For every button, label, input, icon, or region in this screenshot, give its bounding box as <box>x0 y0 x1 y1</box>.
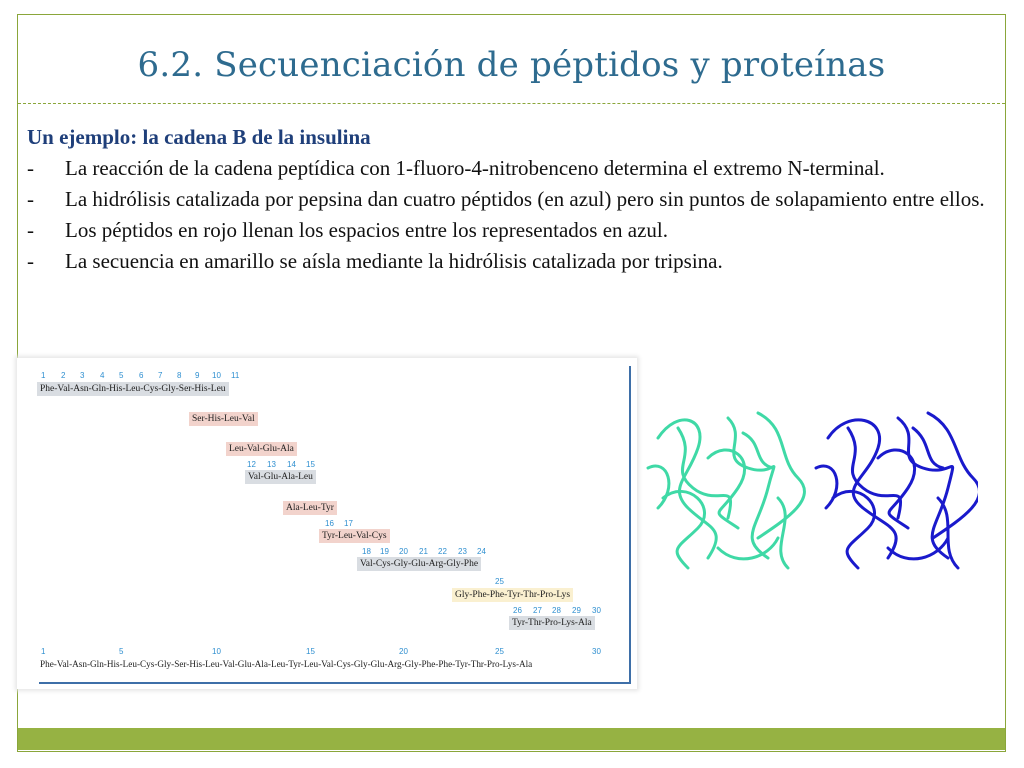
full-sequence: Phe-Val-Asn-Gln-His-Leu-Cys-Gly-Ser-His-Leu-Val-Glu-Ala-Leu-Tyr-Leu-Val-Cys-Gly-Glu-Arg-Gly-Phe-Phe-Tyr-Thr-Pro-Lys-Ala <box>40 659 533 669</box>
residue-number: 13 <box>267 460 276 469</box>
residue-number: 1 <box>41 371 46 380</box>
residue-number: 25 <box>495 577 504 586</box>
residue-number: 5 <box>119 647 124 656</box>
residue-number: 4 <box>100 371 105 380</box>
residue-number: 15 <box>306 647 315 656</box>
title-divider <box>18 103 1005 104</box>
residue-number: 8 <box>177 371 182 380</box>
residue-number: 1 <box>41 647 46 656</box>
bullet-text: La reacción de la cadena peptídica con 1-fluoro-4-nitrobenceno determina el extremo N-terminal. <box>65 156 885 180</box>
residue-number: 29 <box>572 606 581 615</box>
residue-number: 3 <box>80 371 85 380</box>
residue-number: 11 <box>231 371 240 380</box>
bullet-item <box>27 153 987 184</box>
residue-number: 6 <box>139 371 144 380</box>
title-area <box>18 15 1005 103</box>
bullet-item <box>27 246 987 277</box>
residue-number: 14 <box>287 460 296 469</box>
top-sequence: Phe-Val-Asn-Gln-His-Leu-Cys-Gly-Ser-His-Leu <box>37 382 229 396</box>
residue-number: 2 <box>61 371 66 380</box>
fragment-val-glu-ala-leu: Val-Glu-Ala-Leu <box>245 470 316 484</box>
residue-number: 19 <box>380 547 389 556</box>
section-heading: Un ejemplo: la cadena B de la insulina <box>27 125 371 149</box>
residue-number: 24 <box>477 547 486 556</box>
residue-number: 21 <box>419 547 428 556</box>
bottom-accent-bar <box>18 728 1005 750</box>
fragment-leu-val-glu-ala: Leu-Val-Glu-Ala <box>226 442 297 456</box>
residue-number: 9 <box>195 371 200 380</box>
protein-structure-image <box>638 398 978 582</box>
residue-number: 17 <box>344 519 353 528</box>
residue-number: 18 <box>362 547 371 556</box>
bullet-dash: - <box>27 187 34 211</box>
residue-number: 10 <box>212 647 221 656</box>
residue-number: 30 <box>592 606 601 615</box>
bullet-text: La hidrólisis catalizada por pepsina dan cuatro péptidos (en azul) pero sin puntos de solapamiento entre ellos. <box>65 187 985 211</box>
fragment-tyr-thr-pro-lys-ala: Tyr-Thr-Pro-Lys-Ala <box>509 616 595 630</box>
residue-number: 27 <box>533 606 542 615</box>
bullet-text: Los péptidos en rojo llenan los espacios entre los representados en azul. <box>65 218 668 242</box>
bullet-dash: - <box>27 156 34 180</box>
protein-structure-teal <box>648 413 804 568</box>
sequence-figure-inner <box>39 366 631 684</box>
bullet-item <box>27 215 987 246</box>
residue-number: 5 <box>119 371 124 380</box>
slide-body <box>27 122 987 277</box>
fragment-tyr-leu-val-cys: Tyr-Leu-Val-Cys <box>319 529 390 543</box>
residue-number: 10 <box>212 371 221 380</box>
fragment-val-cys-gly-glu-arg-gly-phe: Val-Cys-Gly-Glu-Arg-Gly-Phe <box>357 557 481 571</box>
residue-number: 30 <box>592 647 601 656</box>
residue-number: 15 <box>306 460 315 469</box>
fragment-ser-his-leu-val: Ser-His-Leu-Val <box>189 412 258 426</box>
residue-number: 22 <box>438 547 447 556</box>
residue-number: 12 <box>247 460 256 469</box>
bullet-text: La secuencia en amarillo se aísla mediante la hidrólisis catalizada por tripsina. <box>65 249 723 273</box>
residue-number: 25 <box>495 647 504 656</box>
slide-title: 6.2. Secuenciación de péptidos y proteínas <box>137 45 886 85</box>
residue-number: 23 <box>458 547 467 556</box>
bullet-dash: - <box>27 249 34 273</box>
residue-number: 26 <box>513 606 522 615</box>
residue-number: 16 <box>325 519 334 528</box>
bullet-item <box>27 184 987 215</box>
residue-number: 20 <box>399 647 408 656</box>
fragment-ala-leu-tyr: Ala-Leu-Tyr <box>283 501 337 515</box>
fragment-gly-phe-phe-tyr-thr-pro-lys: Gly-Phe-Phe-Tyr-Thr-Pro-Lys <box>452 588 573 602</box>
residue-number: 20 <box>399 547 408 556</box>
residue-number: 7 <box>158 371 163 380</box>
residue-number: 28 <box>552 606 561 615</box>
sequence-figure <box>17 358 637 689</box>
bullet-dash: - <box>27 218 34 242</box>
protein-structure-blue <box>816 413 978 568</box>
